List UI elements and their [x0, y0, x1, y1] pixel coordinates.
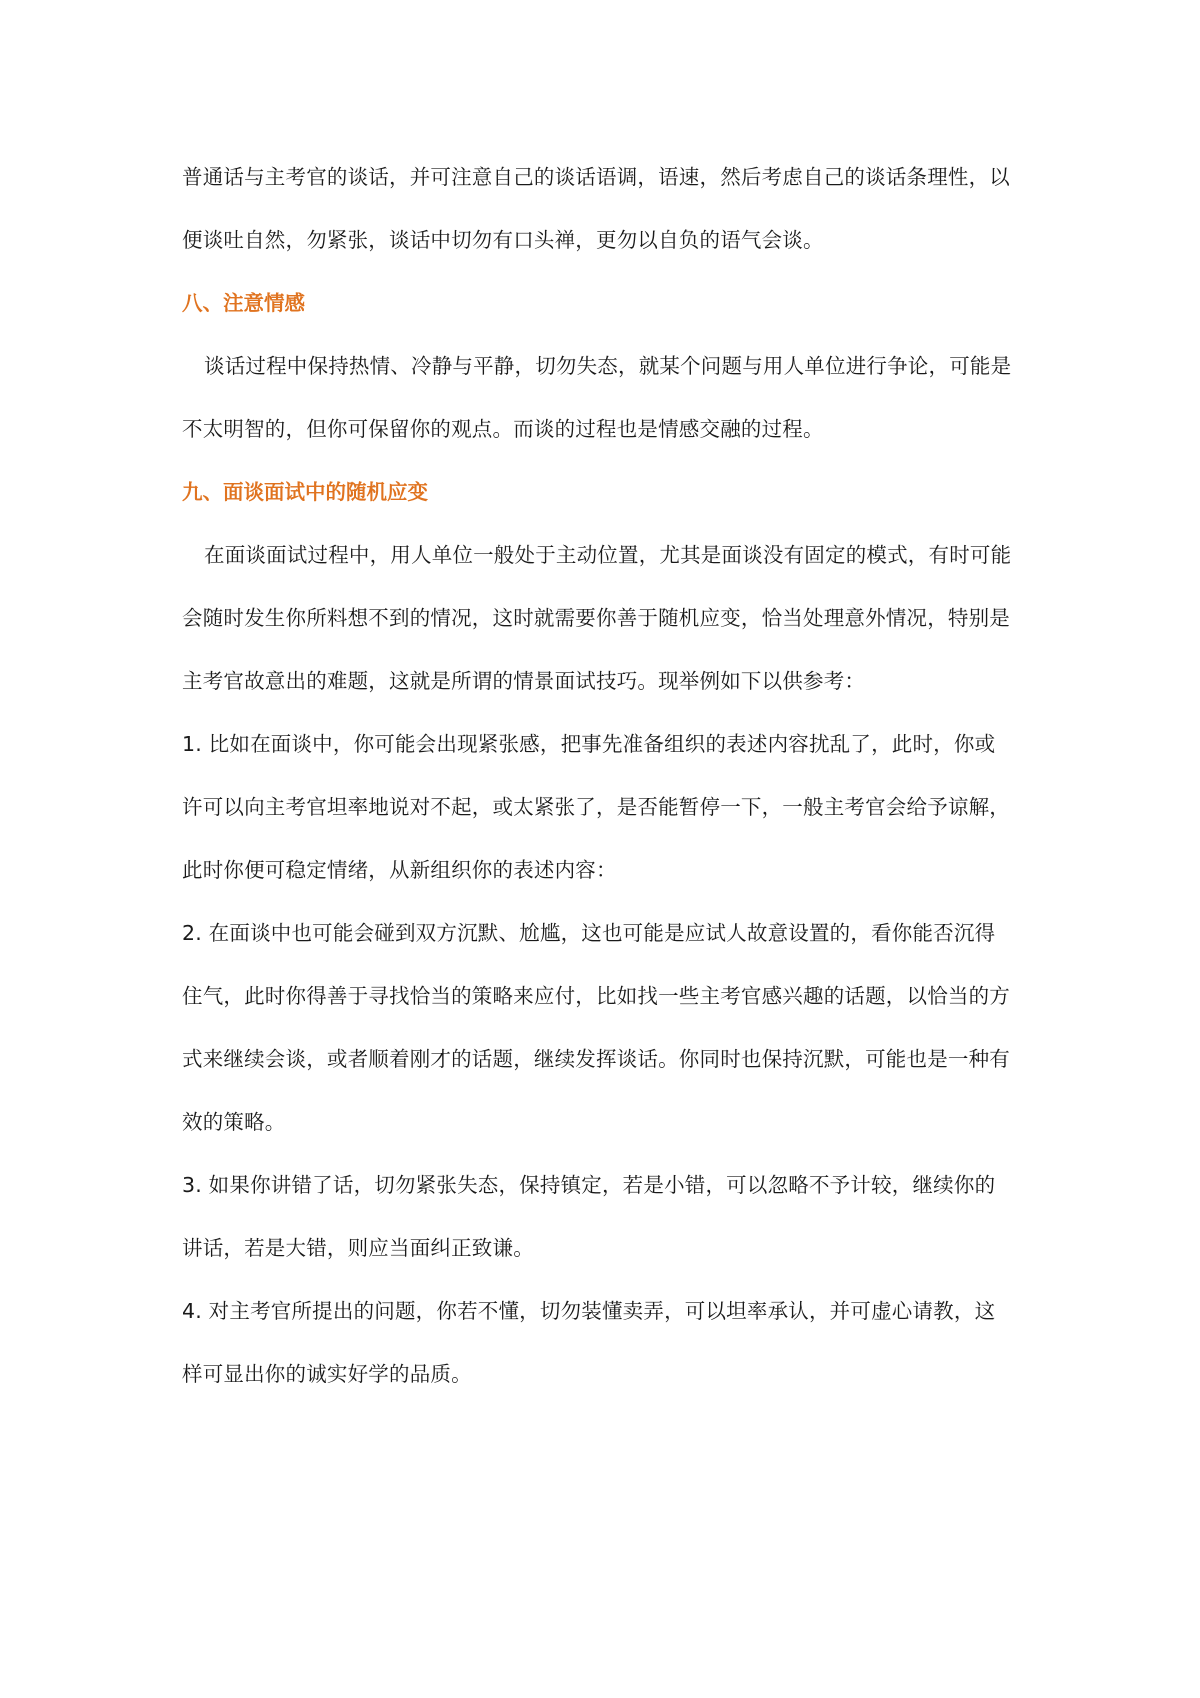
list-item-4	[182, 1280, 1024, 1406]
text-line: 样可显出你的诚实好学的品质。	[182, 1362, 472, 1386]
section-9-paragraph	[182, 524, 1024, 713]
text-line: 效的策略。	[182, 1110, 286, 1134]
text-line: 许可以向主考官坦率地说对不起，或太紧张了，是否能暂停一下，一般主考官会给予谅解，	[182, 795, 1010, 819]
text-line: 2. 在面谈中也可能会碰到双方沉默、尬尴，这也可能是应试人故意设置的，看你能否沉得	[182, 921, 996, 945]
text-line: 主考官故意出的难题，这就是所谓的情景面试技巧。现举例如下以供参考：	[182, 669, 866, 693]
text-line: 不太明智的，但你可保留你的观点。而谈的过程也是情感交融的过程。	[182, 417, 824, 441]
text-line: 普通话与主考官的谈话，并可注意自己的谈话语调，语速，然后考虑自己的谈话条理性，以	[182, 165, 1010, 189]
text-line: 3. 如果你讲错了话，切勿紧张失态，保持镇定，若是小错，可以忽略不予计较，继续你的	[182, 1173, 996, 1197]
text-line: 谈话过程中保持热情、冷静与平静，切勿失态，就某个问题与用人单位进行争论，可能是	[204, 354, 1012, 378]
text-line: 便谈吐自然，勿紧张，谈话中切勿有口头禅，更勿以自负的语气会谈。	[182, 228, 824, 252]
text-line: 此时你便可稳定情绪，从新组织你的表述内容：	[182, 858, 617, 882]
text-line: 4. 对主考官所提出的问题，你若不懂，切勿装懂卖弄，可以坦率承认，并可虚心请教，这	[182, 1299, 996, 1323]
text-line: 住气，此时你得善于寻找恰当的策略来应付，比如找一些主考官感兴趣的话题，以恰当的方	[182, 984, 1010, 1008]
section-heading-8: 八、注意情感	[182, 291, 305, 315]
text-line: 讲话，若是大错，则应当面纠正致谦。	[182, 1236, 534, 1260]
section-heading-9: 九、面谈面试中的随机应变	[182, 480, 428, 504]
list-item-1	[182, 713, 1024, 902]
list-item-2	[182, 902, 1024, 1154]
section-8-paragraph	[182, 335, 1024, 461]
text-line: 会随时发生你所料想不到的情况，这时就需要你善于随机应变，恰当处理意外情况，特别是	[182, 606, 1010, 630]
text-line: 式来继续会谈，或者顺着刚才的话题，继续发挥谈话。你同时也保持沉默，可能也是一种有	[182, 1047, 1010, 1071]
document-page	[182, 146, 1024, 1406]
list-item-3	[182, 1154, 1024, 1280]
intro-paragraph	[182, 146, 1024, 272]
text-line: 在面谈面试过程中，用人单位一般处于主动位置，尤其是面谈没有固定的模式，有时可能	[204, 543, 1012, 567]
text-line: 1. 比如在面谈中，你可能会出现紧张感，把事先准备组织的表述内容扰乱了，此时，你或	[182, 732, 996, 756]
